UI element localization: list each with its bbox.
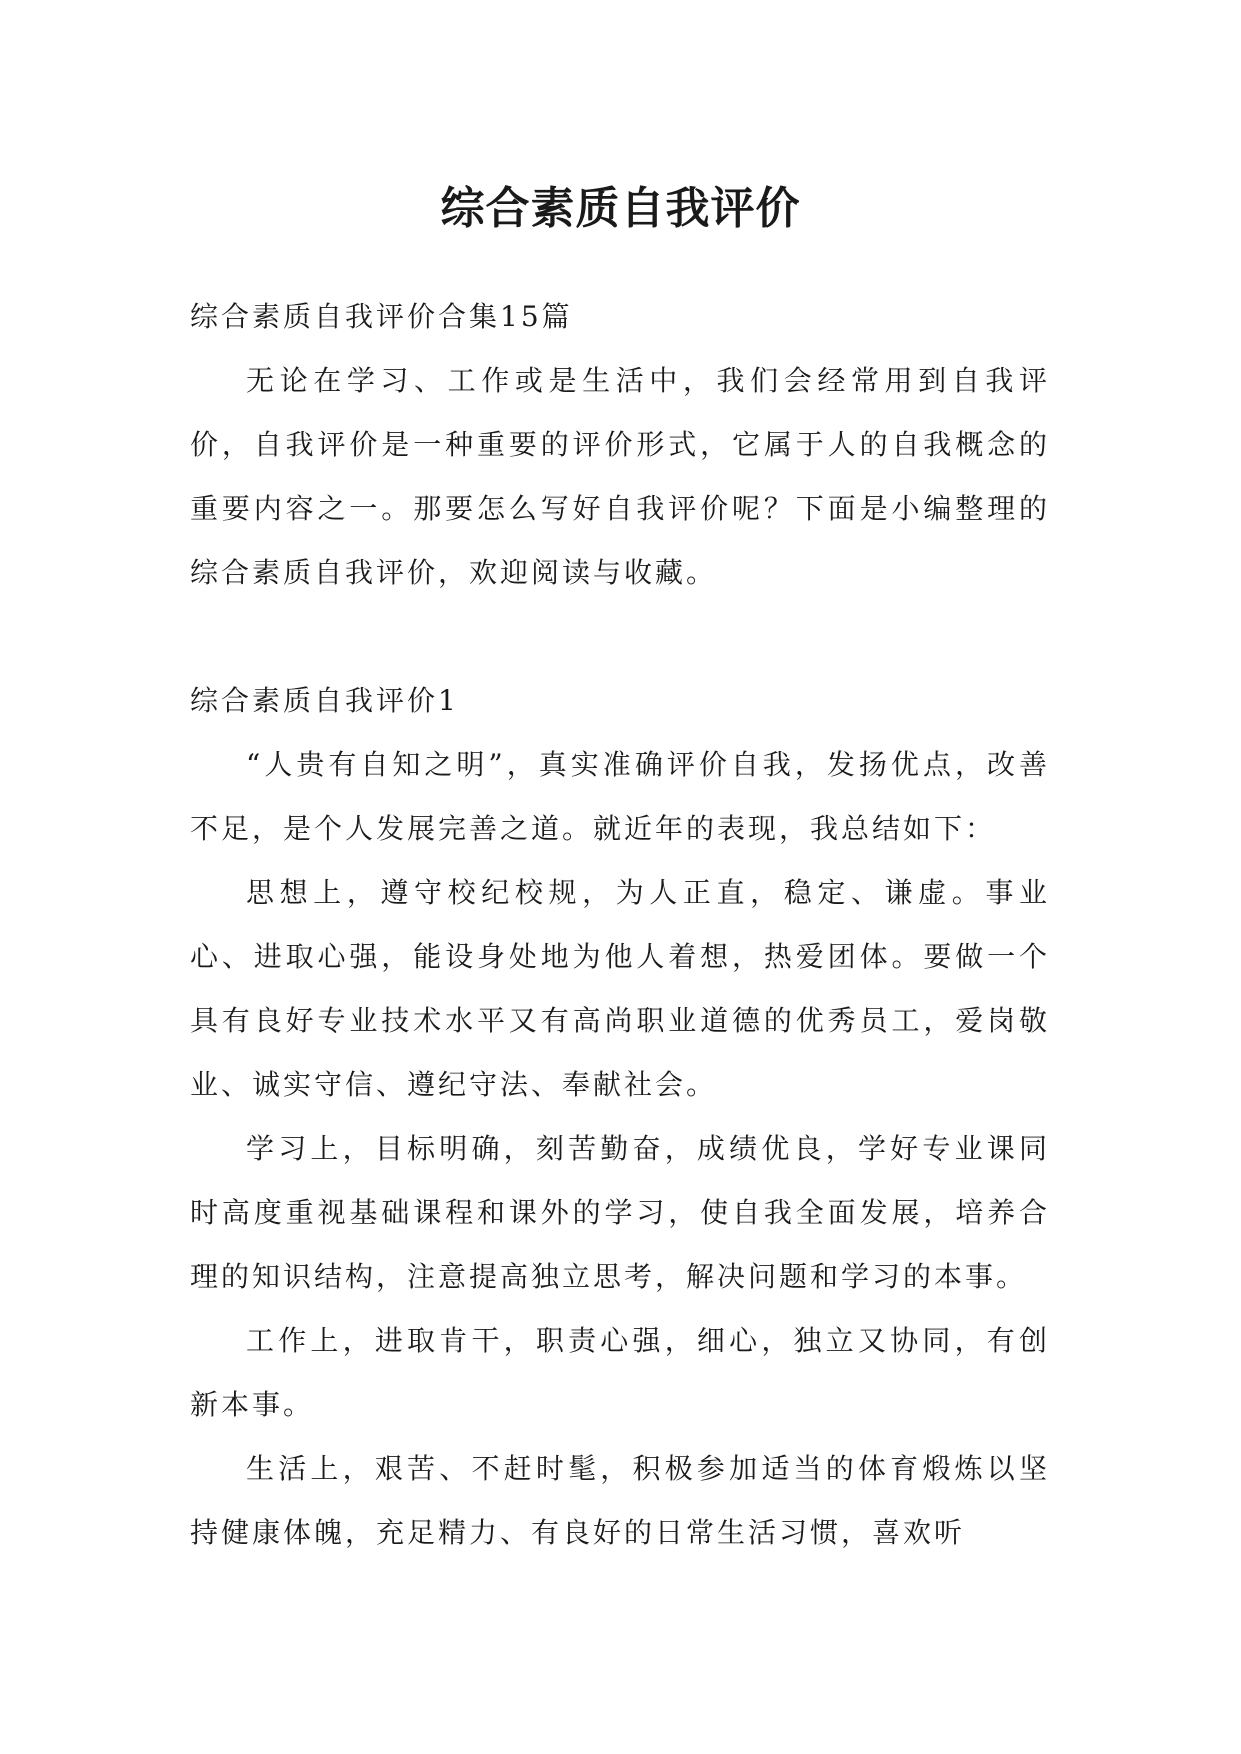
document-body bbox=[190, 285, 1050, 1565]
body-paragraph: 学习上，目标明确，刻苦勤奋，成绩优良，学好专业课同时高度重视基础课程和课外的学习，使自我全面发展，培养合理的知识结构，注意提高独立思考，解决问题和学习的本事。 bbox=[190, 1132, 1050, 1293]
section-heading: 综合素质自我评价1 bbox=[190, 684, 459, 717]
body-paragraph: “人贵有自知之明”，真实准确评价自我，发扬优点，改善不足，是个人发展完善之道。就近年的表现，我总结如下： bbox=[190, 748, 1050, 845]
collection-heading: 综合素质自我评价合集15篇 bbox=[190, 300, 573, 333]
body-paragraph: 思想上，遵守校纪校规，为人正直，稳定、谦虚。事业心、进取心强，能设身处地为他人着想，热爱团体。要做一个具有良好专业技术水平又有高尚职业道德的优秀员工，爱岗敬业、诚实守信、遵纪守法、奉献社会。 bbox=[190, 876, 1050, 1101]
body-paragraph: 生活上，艰苦、不赶时髦，积极参加适当的体育煅炼以坚持健康体魄，充足精力、有良好的日常生活习惯，喜欢听 bbox=[190, 1452, 1050, 1549]
intro-paragraph: 无论在学习、工作或是生活中，我们会经常用到自我评价，自我评价是一种重要的评价形式，它属于人的自我概念的重要内容之一。那要怎么写好自我评价呢？下面是小编整理的综合素质自我评价，欢迎阅读与收藏。 bbox=[190, 364, 1050, 589]
body-paragraph: 工作上，进取肯干，职责心强，细心，独立又协同，有创新本事。 bbox=[190, 1324, 1050, 1421]
document-title: 综合素质自我评价 bbox=[440, 183, 801, 235]
